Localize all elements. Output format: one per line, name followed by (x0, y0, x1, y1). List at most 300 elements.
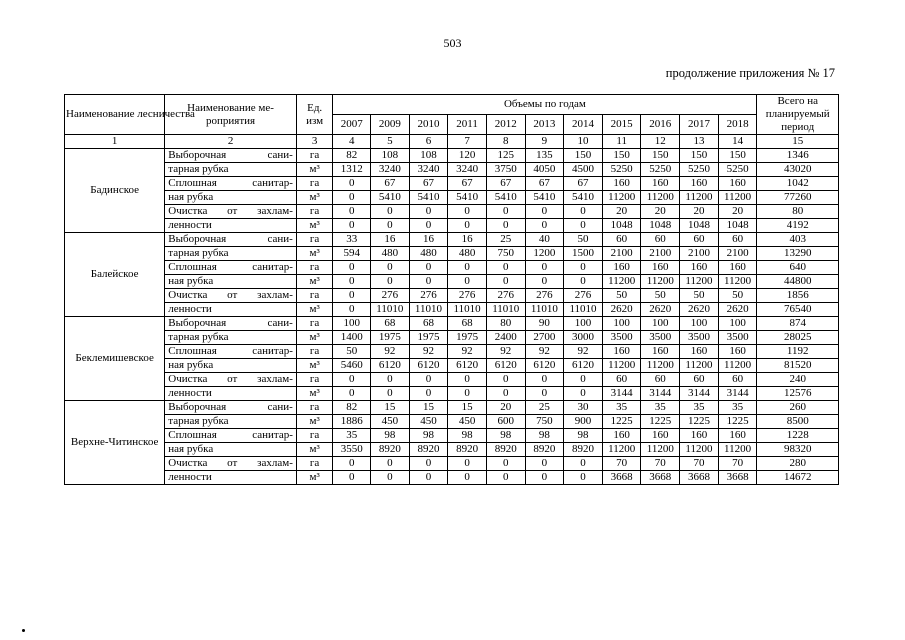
value-cell: 160 (718, 345, 757, 359)
column-number: 1 (65, 135, 165, 149)
event-name-line1: Сплошная санитар- (165, 345, 297, 359)
event-name-line1: Очистка от захлам- (165, 205, 297, 219)
value-cell: 0 (333, 191, 371, 205)
year-header: 2011 (448, 115, 487, 135)
total-cell: 28025 (757, 331, 839, 345)
value-cell: 276 (448, 289, 487, 303)
header-forestry: Наименование лесничества (65, 95, 165, 135)
value-cell: 0 (448, 205, 487, 219)
value-cell: 480 (371, 247, 410, 261)
total-cell: 403 (757, 233, 839, 247)
value-cell: 0 (409, 275, 448, 289)
value-cell: 900 (564, 415, 603, 429)
unit-cell: га (296, 429, 333, 443)
value-cell: 0 (333, 219, 371, 233)
value-cell: 276 (409, 289, 448, 303)
value-cell: 2620 (680, 303, 719, 317)
value-cell: 0 (333, 471, 371, 485)
total-cell: 14672 (757, 471, 839, 485)
value-cell: 60 (641, 233, 680, 247)
value-cell: 0 (409, 205, 448, 219)
event-name-line2: тарная рубка (165, 247, 297, 261)
value-cell: 60 (718, 373, 757, 387)
column-number: 15 (757, 135, 839, 149)
value-cell: 92 (564, 345, 603, 359)
column-number: 9 (525, 135, 564, 149)
total-cell: 280 (757, 457, 839, 471)
value-cell: 60 (680, 373, 719, 387)
value-cell: 50 (602, 289, 641, 303)
value-cell: 1225 (641, 415, 680, 429)
value-cell: 0 (371, 275, 410, 289)
value-cell: 1200 (525, 247, 564, 261)
total-cell: 81520 (757, 359, 839, 373)
value-cell: 16 (448, 233, 487, 247)
table-row (65, 261, 839, 275)
year-header: 2015 (602, 115, 641, 135)
value-cell: 11200 (680, 275, 719, 289)
header-total: Всего на планируемый период (757, 95, 839, 135)
table-row (65, 373, 839, 387)
value-cell: 160 (602, 261, 641, 275)
value-cell: 150 (718, 149, 757, 163)
table-body (65, 149, 839, 485)
event-name-line1: Очистка от захлам- (165, 457, 297, 471)
year-header: 2017 (680, 115, 719, 135)
value-cell: 0 (333, 177, 371, 191)
value-cell: 11010 (409, 303, 448, 317)
value-cell: 98 (371, 429, 410, 443)
total-cell: 44800 (757, 275, 839, 289)
value-cell: 50 (333, 345, 371, 359)
total-cell: 1856 (757, 289, 839, 303)
value-cell: 0 (448, 275, 487, 289)
value-cell: 0 (486, 373, 525, 387)
value-cell: 480 (409, 247, 448, 261)
value-cell: 92 (371, 345, 410, 359)
value-cell: 5460 (333, 359, 371, 373)
header-event: Наименование ме-роприятия (165, 95, 297, 135)
value-cell: 25 (525, 401, 564, 415)
value-cell: 67 (564, 177, 603, 191)
unit-cell: га (296, 289, 333, 303)
value-cell: 0 (333, 275, 371, 289)
value-cell: 120 (448, 149, 487, 163)
value-cell: 98 (409, 429, 448, 443)
value-cell: 6120 (525, 359, 564, 373)
total-cell: 80 (757, 205, 839, 219)
value-cell: 20 (641, 205, 680, 219)
value-cell: 5250 (602, 163, 641, 177)
value-cell: 68 (448, 317, 487, 331)
value-cell: 15 (371, 401, 410, 415)
value-cell: 6120 (564, 359, 603, 373)
value-cell: 0 (409, 373, 448, 387)
value-cell: 594 (333, 247, 371, 261)
total-cell: 260 (757, 401, 839, 415)
total-cell: 1228 (757, 429, 839, 443)
value-cell: 3240 (409, 163, 448, 177)
value-cell: 0 (486, 219, 525, 233)
unit-cell: м³ (296, 471, 333, 485)
value-cell: 108 (371, 149, 410, 163)
column-number: 13 (680, 135, 719, 149)
value-cell: 160 (718, 261, 757, 275)
value-cell: 0 (409, 261, 448, 275)
value-cell: 160 (641, 261, 680, 275)
value-cell: 67 (409, 177, 448, 191)
value-cell: 25 (486, 233, 525, 247)
table-row (65, 163, 839, 177)
column-number: 4 (333, 135, 371, 149)
value-cell: 11200 (602, 359, 641, 373)
value-cell: 70 (718, 457, 757, 471)
value-cell: 60 (602, 233, 641, 247)
header-unit: Ед. изм (296, 95, 333, 135)
value-cell: 11010 (371, 303, 410, 317)
value-cell: 3144 (602, 387, 641, 401)
value-cell: 0 (564, 205, 603, 219)
value-cell: 0 (564, 219, 603, 233)
total-cell: 76540 (757, 303, 839, 317)
value-cell: 3550 (333, 443, 371, 457)
value-cell: 35 (680, 401, 719, 415)
value-cell: 2100 (602, 247, 641, 261)
unit-cell: га (296, 149, 333, 163)
value-cell: 3668 (602, 471, 641, 485)
column-number: 5 (371, 135, 410, 149)
table-row (65, 247, 839, 261)
value-cell: 2100 (641, 247, 680, 261)
value-cell: 70 (641, 457, 680, 471)
unit-cell: га (296, 457, 333, 471)
value-cell: 1312 (333, 163, 371, 177)
unit-cell: га (296, 317, 333, 331)
value-cell: 2620 (718, 303, 757, 317)
value-cell: 160 (680, 429, 719, 443)
value-cell: 0 (409, 457, 448, 471)
value-cell: 0 (371, 219, 410, 233)
unit-cell: м³ (296, 219, 333, 233)
value-cell: 150 (564, 149, 603, 163)
value-cell: 16 (409, 233, 448, 247)
value-cell: 50 (718, 289, 757, 303)
value-cell: 67 (525, 177, 564, 191)
value-cell: 276 (371, 289, 410, 303)
column-number: 10 (564, 135, 603, 149)
unit-cell: га (296, 401, 333, 415)
value-cell: 20 (718, 205, 757, 219)
value-cell: 92 (448, 345, 487, 359)
value-cell: 276 (486, 289, 525, 303)
value-cell: 98 (525, 429, 564, 443)
table-row (65, 205, 839, 219)
value-cell: 11200 (602, 443, 641, 457)
value-cell: 80 (486, 317, 525, 331)
value-cell: 1975 (448, 331, 487, 345)
event-name-line2: ная рубка (165, 275, 297, 289)
value-cell: 750 (525, 415, 564, 429)
table-row (65, 457, 839, 471)
event-name-line2: тарная рубка (165, 163, 297, 177)
total-cell: 77260 (757, 191, 839, 205)
value-cell: 450 (448, 415, 487, 429)
value-cell: 70 (680, 457, 719, 471)
event-name-line2: ленности (165, 387, 297, 401)
value-cell: 11010 (448, 303, 487, 317)
value-cell: 2620 (602, 303, 641, 317)
value-cell: 108 (409, 149, 448, 163)
value-cell: 3000 (564, 331, 603, 345)
value-cell: 1225 (680, 415, 719, 429)
value-cell: 160 (602, 345, 641, 359)
table-row (65, 317, 839, 331)
value-cell: 0 (333, 457, 371, 471)
value-cell: 60 (641, 373, 680, 387)
value-cell: 0 (525, 261, 564, 275)
value-cell: 135 (525, 149, 564, 163)
value-cell: 98 (564, 429, 603, 443)
value-cell: 11200 (718, 191, 757, 205)
value-cell: 0 (409, 471, 448, 485)
table-row (65, 359, 839, 373)
value-cell: 150 (641, 149, 680, 163)
value-cell: 68 (409, 317, 448, 331)
value-cell: 3500 (680, 331, 719, 345)
value-cell: 1048 (718, 219, 757, 233)
page-number: 503 (443, 36, 462, 50)
value-cell: 82 (333, 149, 371, 163)
value-cell: 0 (409, 387, 448, 401)
value-cell: 0 (371, 471, 410, 485)
value-cell: 11200 (718, 275, 757, 289)
forestry-name: Верхне-Читинское (65, 401, 165, 485)
value-cell: 0 (371, 373, 410, 387)
value-cell: 3668 (641, 471, 680, 485)
value-cell: 0 (333, 373, 371, 387)
value-cell: 16 (371, 233, 410, 247)
value-cell: 160 (602, 429, 641, 443)
value-cell: 5410 (486, 191, 525, 205)
value-cell: 11200 (680, 191, 719, 205)
value-cell: 15 (409, 401, 448, 415)
unit-cell: га (296, 261, 333, 275)
table-row (65, 429, 839, 443)
value-cell: 0 (486, 457, 525, 471)
total-cell: 874 (757, 317, 839, 331)
event-name-line1: Очистка от захлам- (165, 289, 297, 303)
total-cell: 1192 (757, 345, 839, 359)
value-cell: 160 (680, 177, 719, 191)
header-volumes: Объемы по годам (333, 95, 757, 115)
value-cell: 0 (564, 373, 603, 387)
value-cell: 35 (602, 401, 641, 415)
value-cell: 67 (448, 177, 487, 191)
table-row (65, 191, 839, 205)
column-number: 7 (448, 135, 487, 149)
value-cell: 0 (564, 387, 603, 401)
value-cell: 11200 (718, 443, 757, 457)
value-cell: 100 (680, 317, 719, 331)
forestry-volumes-table (64, 94, 839, 485)
value-cell: 276 (564, 289, 603, 303)
value-cell: 6120 (448, 359, 487, 373)
value-cell: 60 (718, 233, 757, 247)
value-cell: 0 (525, 471, 564, 485)
value-cell: 0 (525, 457, 564, 471)
total-cell: 98320 (757, 443, 839, 457)
value-cell: 3750 (486, 163, 525, 177)
value-cell: 20 (680, 205, 719, 219)
value-cell: 50 (680, 289, 719, 303)
value-cell: 3668 (718, 471, 757, 485)
value-cell: 3500 (602, 331, 641, 345)
value-cell: 1400 (333, 331, 371, 345)
event-name-line2: ленности (165, 471, 297, 485)
value-cell: 2100 (718, 247, 757, 261)
table-row (65, 149, 839, 163)
value-cell: 160 (641, 177, 680, 191)
total-cell: 4192 (757, 219, 839, 233)
page-mark (22, 629, 25, 632)
value-cell: 480 (448, 247, 487, 261)
value-cell: 4500 (564, 163, 603, 177)
value-cell: 20 (486, 401, 525, 415)
value-cell: 11010 (486, 303, 525, 317)
value-cell: 3668 (680, 471, 719, 485)
value-cell: 0 (448, 387, 487, 401)
value-cell: 0 (371, 457, 410, 471)
value-cell: 100 (564, 317, 603, 331)
unit-cell: м³ (296, 275, 333, 289)
value-cell: 100 (641, 317, 680, 331)
value-cell: 50 (641, 289, 680, 303)
value-cell: 33 (333, 233, 371, 247)
value-cell: 5410 (564, 191, 603, 205)
value-cell: 8920 (486, 443, 525, 457)
event-name-line1: Очистка от захлам- (165, 373, 297, 387)
value-cell: 5250 (641, 163, 680, 177)
value-cell: 11010 (564, 303, 603, 317)
value-cell: 160 (680, 345, 719, 359)
value-cell: 98 (486, 429, 525, 443)
value-cell: 35 (333, 429, 371, 443)
value-cell: 8920 (409, 443, 448, 457)
year-header: 2012 (486, 115, 525, 135)
value-cell: 6120 (371, 359, 410, 373)
value-cell: 2400 (486, 331, 525, 345)
value-cell: 11200 (641, 359, 680, 373)
table-row (65, 401, 839, 415)
year-header: 2010 (409, 115, 448, 135)
value-cell: 160 (641, 429, 680, 443)
value-cell: 3240 (448, 163, 487, 177)
event-name-line1: Сплошная санитар- (165, 429, 297, 443)
value-cell: 0 (448, 373, 487, 387)
year-header: 2014 (564, 115, 603, 135)
value-cell: 11010 (525, 303, 564, 317)
value-cell: 11200 (641, 275, 680, 289)
value-cell: 6120 (409, 359, 448, 373)
value-cell: 40 (525, 233, 564, 247)
value-cell: 0 (564, 471, 603, 485)
value-cell: 5410 (448, 191, 487, 205)
value-cell: 2700 (525, 331, 564, 345)
value-cell: 0 (486, 261, 525, 275)
year-header: 2018 (718, 115, 757, 135)
column-number: 14 (718, 135, 757, 149)
value-cell: 100 (718, 317, 757, 331)
event-name-line2: ленности (165, 303, 297, 317)
value-cell: 50 (564, 233, 603, 247)
value-cell: 60 (680, 233, 719, 247)
value-cell: 0 (486, 387, 525, 401)
value-cell: 90 (525, 317, 564, 331)
event-name-line2: ленности (165, 219, 297, 233)
table-row (65, 303, 839, 317)
value-cell: 82 (333, 401, 371, 415)
value-cell: 750 (486, 247, 525, 261)
value-cell: 0 (333, 303, 371, 317)
table-row (65, 177, 839, 191)
value-cell: 0 (371, 205, 410, 219)
event-name-line2: ная рубка (165, 359, 297, 373)
year-header: 2007 (333, 115, 371, 135)
value-cell: 6120 (486, 359, 525, 373)
value-cell: 8920 (525, 443, 564, 457)
event-name-line1: Выборочная сани- (165, 233, 297, 247)
table-row (65, 275, 839, 289)
value-cell: 5250 (680, 163, 719, 177)
event-name-line2: тарная рубка (165, 331, 297, 345)
value-cell: 0 (525, 387, 564, 401)
value-cell: 600 (486, 415, 525, 429)
unit-cell: м³ (296, 415, 333, 429)
value-cell: 450 (409, 415, 448, 429)
event-name-line1: Выборочная сани- (165, 317, 297, 331)
unit-cell: га (296, 177, 333, 191)
value-cell: 30 (564, 401, 603, 415)
event-name-line2: ная рубка (165, 443, 297, 457)
value-cell: 35 (718, 401, 757, 415)
event-name-line1: Сплошная санитар- (165, 261, 297, 275)
column-number: 2 (165, 135, 297, 149)
value-cell: 160 (718, 429, 757, 443)
value-cell: 8920 (564, 443, 603, 457)
value-cell: 1048 (641, 219, 680, 233)
table-row (65, 443, 839, 457)
column-number-row (65, 135, 839, 149)
value-cell: 67 (371, 177, 410, 191)
value-cell: 1225 (602, 415, 641, 429)
value-cell: 0 (486, 275, 525, 289)
value-cell: 0 (525, 275, 564, 289)
unit-cell: м³ (296, 359, 333, 373)
value-cell: 0 (371, 387, 410, 401)
column-number: 3 (296, 135, 333, 149)
value-cell: 5410 (371, 191, 410, 205)
value-cell: 150 (680, 149, 719, 163)
value-cell: 4050 (525, 163, 564, 177)
value-cell: 92 (409, 345, 448, 359)
total-cell: 13290 (757, 247, 839, 261)
value-cell: 0 (486, 471, 525, 485)
event-name-line1: Выборочная сани- (165, 149, 297, 163)
value-cell: 2620 (641, 303, 680, 317)
table-row (65, 471, 839, 485)
value-cell: 1886 (333, 415, 371, 429)
total-cell: 1346 (757, 149, 839, 163)
